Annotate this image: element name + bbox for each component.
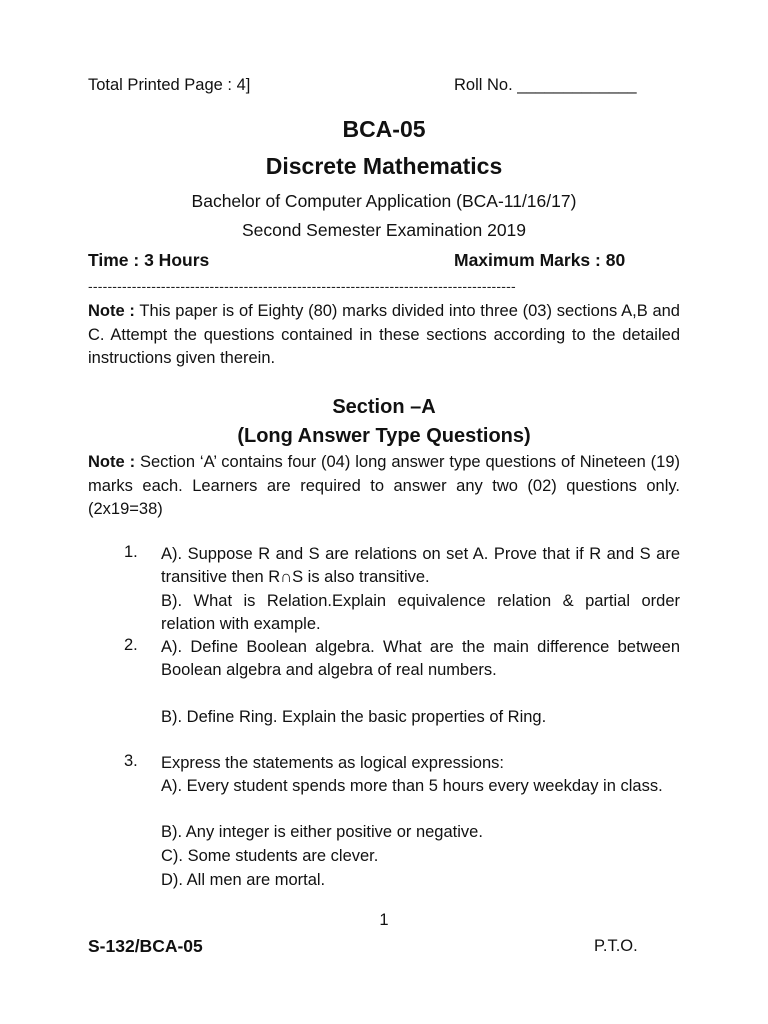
general-note-text: This paper is of Eighty (80) marks divided into three (03) sections A,B and C. Attempt the questions contained in these sections according to the detailed instructions given therein. <box>88 302 680 367</box>
question-1a: A). Suppose R and S are relations on set A. Prove that if R and S are transitive then R∩S is also transitive. <box>161 545 680 586</box>
question-1-number: 1. <box>124 543 138 561</box>
general-note <box>88 300 680 371</box>
question-3-intro: Express the statements as logical expressions: <box>161 754 504 772</box>
section-a-note <box>88 451 680 522</box>
question-3b: B). Any integer is either positive or negative. <box>161 823 483 841</box>
course-code: BCA-05 <box>342 116 426 142</box>
question-3a: A). Every student spends more than 5 hours every weekday in class. <box>161 777 663 795</box>
question-2a: A). Define Boolean algebra. What are the main difference between Boolean algebra and algebra of real numbers. <box>161 638 680 679</box>
exam-duration: Time : 3 Hours <box>88 250 210 270</box>
question-2b: B). Define Ring. Explain the basic properties of Ring. <box>161 708 547 726</box>
paper-code: S-132/BCA-05 <box>88 936 203 956</box>
section-a-heading: Section –A <box>332 396 436 418</box>
question-3d: D). All men are mortal. <box>161 871 326 889</box>
total-printed-pages: Total Printed Page : 4] <box>88 76 251 94</box>
subject-title: Discrete Mathematics <box>265 153 503 179</box>
separator-line: ---------------------------------------------------------------------------------------- <box>88 278 516 294</box>
question-1b: B). What is Relation.Explain equivalence relation & partial order relation with example. <box>161 592 680 633</box>
exam-name: Second Semester Examination 2019 <box>241 220 527 240</box>
question-3c: C). Some students are clever. <box>161 847 379 865</box>
roll-number-field: Roll No. _____________ <box>454 76 637 94</box>
programme-name: Bachelor of Computer Application (BCA-11/16/17) <box>191 191 577 211</box>
page-number: 1 <box>379 911 389 929</box>
general-note-label: Note : <box>88 302 135 320</box>
section-a-note-text: Section ‘A’ contains four (04) long answer type questions of Nineteen (19) marks each. Learners are required to answer any two (02) questions only. (2x19=38) <box>88 453 680 518</box>
maximum-marks: Maximum Marks : 80 <box>454 250 626 270</box>
question-2-number: 2. <box>124 636 138 654</box>
section-a-subheading: (Long Answer Type Questions) <box>237 425 531 447</box>
section-a-note-label: Note : <box>88 453 136 471</box>
please-turn-over: P.T.O. <box>594 937 638 955</box>
question-3-number: 3. <box>124 752 138 770</box>
